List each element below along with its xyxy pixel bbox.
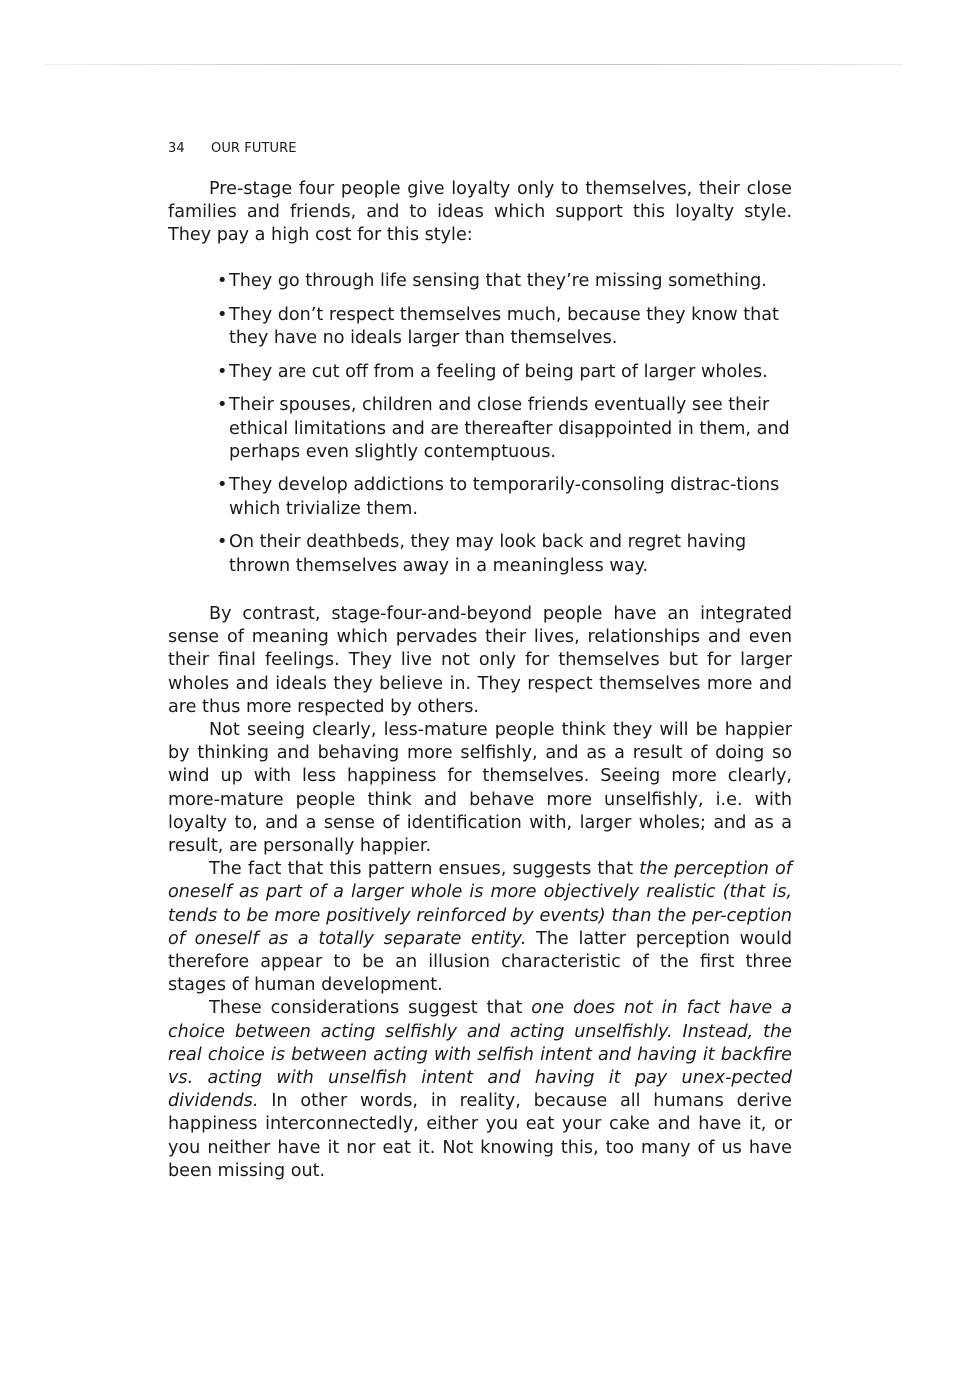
running-head xyxy=(168,141,297,156)
bullet-item: • They go through life sensing that they’re missing something. xyxy=(217,270,793,293)
paragraph-contrast: By contrast, stage-four-and-beyond people have an integrated sense of meaning which pervades their lives, relationships and even their final feelings. They live not only for themselves but for larger wholes and ideals they believe in. They respect themselves more and are thus more respected by others. xyxy=(168,604,792,717)
paragraph-text: In other words, in reality, because all humans derive happiness interconnectedly, either you eat your cake and have it, or you neither have it nor eat it. Not knowing this, too many of us have been missing out. xyxy=(168,1091,792,1181)
page-number: 34 xyxy=(168,141,185,156)
bullet-item: • They develop addictions to temporarily-consoling distrac-tions which trivialize them. xyxy=(217,474,793,520)
bullet-item: • On their deathbeds, they may look back and regret having thrown themselves away in a meaningless way. xyxy=(217,531,793,577)
scan-edge-line xyxy=(44,64,902,65)
cost-bullet-list xyxy=(217,270,793,588)
emphasized-text: the perception of oneself as part of a larger whole is more objectively realistic (that is, tends to be more positively reinforced by events) than the per-ception of oneself as a totally separate entity. xyxy=(168,859,792,949)
paragraph-text: The fact that this pattern ensues, suggests that xyxy=(209,859,640,880)
body-section xyxy=(168,603,792,1183)
paragraph-text: These considerations suggest that xyxy=(209,998,532,1019)
emphasized-text: one does not in fact have a choice between acting selfishly and acting unselfishly. Instead, the real choice is between acting with selfish intent and having it backfire vs. acting with unselfish intent and having it pay unex-pected dividends. xyxy=(168,998,792,1112)
paragraph-considerations xyxy=(168,997,792,1183)
paragraph-text: The latter perception would therefore appear to be an illusion characteristic of the first three stages of human development. xyxy=(168,928,792,996)
bullet-item: • Their spouses, children and close friends eventually see their ethical limitations and are thereafter disappointed in them, and perhaps even slightly contemptuous. xyxy=(217,394,793,464)
bullet-item: • They don’t respect themselves much, because they know that they have no ideals larger than themselves. xyxy=(217,304,793,350)
bullet-item: • They are cut off from a feeling of being part of larger wholes. xyxy=(217,361,793,384)
chapter-title: OUR FUTURE xyxy=(210,141,297,156)
paragraph-not-seeing: Not seeing clearly, less-mature people think they will be happier by thinking and behaving more selfishly, and as a result of doing so wind up with less happiness for themselves. Seeing more clearly, more-mature people think and behave more unselfishly, i.e. with loyalty to, and a sense of identification with, larger wholes; and as a result, are personally happier. xyxy=(168,720,792,857)
paragraph-pattern xyxy=(168,858,792,997)
intro-section xyxy=(168,178,792,248)
intro-paragraph: Pre-stage four people give loyalty only to themselves, their close families and friends, and to ideas which support this loyalty style. They pay a high cost for this style: xyxy=(168,179,792,246)
